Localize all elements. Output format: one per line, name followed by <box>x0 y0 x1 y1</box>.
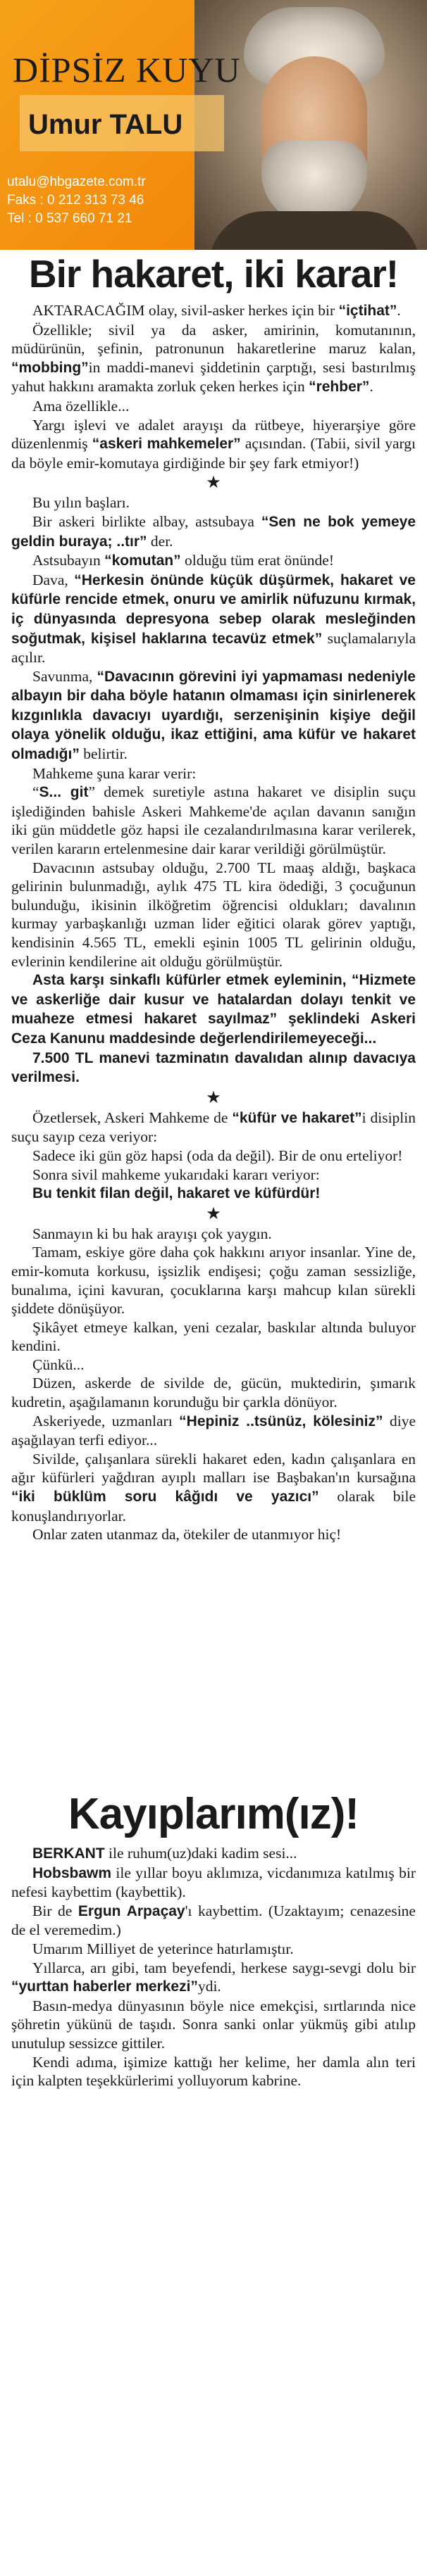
paragraph: Davacının astsubay olduğu, 2.700 TL maaş aldığı, başkaca gelirinin bulunmadığı, aylık 475 TL kira ödediği, 3 çocuğunun bulunduğu, ikisinin ilköğretim öğrencisi oldukları; davalının kurmay yarbaşkanlığı uzman lider eğitici olarak görev yaptığı, kendisinin 4.565 TL, emekli eşinin 1005 TL gelirinin olduğu, evlerinin kendilerine ait olduğu görülmüştür. <box>11 859 416 970</box>
paragraph: BERKANT ile ruhum(uz)daki kadim sesi... <box>32 1845 297 1862</box>
paragraph: Savunma, “Davacının görevini iyi yapmaması nedeniyle albayın bir daha böyle hatanın olmaması için sinirlenerek kızgınlıkla davacıyı uyardığı, serzenişinin kişiye değil olaya yönelik olduğu, ikaz ettiğini, ama küfür ve hakaret olmadığı” belirtir. <box>11 667 416 763</box>
author-name: Umur TALU <box>28 109 183 140</box>
star-separator: ★ <box>206 1204 221 1223</box>
paragraph: Onlar zaten utanmaz da, ötekiler de utanmıyor hiç! <box>32 1526 342 1543</box>
column-header <box>0 0 427 250</box>
paragraph: Tamam, eskiye göre daha çok hakkını arıyor insanlar. Yine de, emir-komuta korkusu, işsizlik endişesi; çoğu zaman sessizliğe, bunalıma, içini kavuran, çocuklarına karşı mahcup kılan sürekli şiddete dönüşüyor. <box>11 1244 416 1318</box>
paragraph: Astsubayın “komutan” olduğu tüm erat önünde! <box>32 552 334 569</box>
paragraph: Bir de Ergun Arpaçay'ı kaybettim. (Uzaktayım; cenazesine de el veremedim.) <box>11 1902 416 1939</box>
paragraph: Askeriyede, uzmanları “Hepiniz ..tsünüz, kölesiniz” diye aşağılayan terfi ediyor... <box>11 1412 416 1449</box>
paragraph: Çünkü... <box>32 1356 85 1373</box>
author-email[interactable]: utalu@hbgazete.com.tr <box>7 175 146 189</box>
author-phone: Tel : 0 537 660 71 21 <box>7 211 132 226</box>
paragraph: Sivilde, çalışanlara sürekli hakaret eden, kadın çalışanlara en ağır küfürleri yağdıran ayıplı malları ise Başbakan'ın kursağına “iki büklüm soru kâğıdı ve yazıcı” olarak bile konuşlandırıyorlar. <box>11 1450 416 1524</box>
second-article-body <box>11 1844 416 2090</box>
paragraph: Şikâyet etmeye kalkan, yeni cezalar, baskılar altında buluyor kendini. <box>11 1318 416 1355</box>
paragraph: Özetlersek, Askeri Mahkeme de “küfür ve hakaret”i disiplin suçu sayıp ceza veriyor: <box>11 1109 416 1146</box>
paragraph: AKTARACAĞIM olay, sivil-asker herkes için bir “içtihat”. <box>32 302 401 319</box>
paragraph: 7.500 TL manevi tazminatın davalıdan alınıp davacıya verilmesi. <box>11 1049 416 1086</box>
star-separator: ★ <box>206 474 221 493</box>
paragraph: Umarım Milliyet de yeterince hatırlamıştır. <box>32 1940 294 1957</box>
second-headline: Kayıplarım(ız)! <box>68 1790 359 1838</box>
paragraph: Bir askeri birlikte albay, astsubaya “Sen ne bok yemeye geldin buraya; ..tır” der. <box>11 512 416 550</box>
paragraph: Bu yılın başları. <box>32 494 130 512</box>
paragraph: Düzen, askerde de sivilde de, gücün, muktedirin, şımarık kudretin, aşağılamanın korunduğu bir çarkla dönüyor. <box>11 1375 416 1411</box>
author-fax: Faks : 0 212 313 73 46 <box>7 193 144 208</box>
column-name: DİPSİZ KUYU <box>13 50 241 89</box>
paragraph: Sonra sivil mahkeme yukarıdaki kararı veriyor: <box>32 1166 320 1183</box>
paragraph: Kendi adıma, işimize kattığı her kelime, her damla alın teri için kalpten teşekkürlerimi yolluyorum kabrine. <box>11 2053 416 2090</box>
star-separator: ★ <box>206 1088 221 1107</box>
paragraph: Mahkeme şuna karar verir: <box>32 764 197 782</box>
article-headline: Bir hakaret, iki karar! <box>28 252 399 296</box>
paragraph: Yargı işlevi ve adalet arayışı da rütbeye, hiyerarşiye göre düzenlenmiş “askeri mahkemeler” açısından. (Tabii, sivil yargı da böyle emir-komutaya girdiğinde bir şey fark etmiyor!) <box>11 416 416 472</box>
paragraph: “S... git” demek suretiyle astına hakaret ve disiplin suçu işlediğinden bahisle Askeri Mahkeme'de açılan davanın sanığın iki gün müddetle göz hapsi ile cezalandırılmasına karar verilerek, verilen kararın ertelenmesine dair karar verildiği görülmüştür. <box>11 783 416 858</box>
paragraph: Özellikle; sivil ya da asker, amirinin, komutanının, müdürünün, şefinin, patronunun hakaretlerine maruz kalan, “mobbing”in maddi-manevi şiddetinin çarptığı, sesi bastırılmış yahut hakkını aramakta zorluk çeken herkes için “rehber”. <box>11 321 416 396</box>
article-body <box>11 301 416 1544</box>
paragraph: Ama özellikle... <box>32 397 130 415</box>
paragraph: Yıllarca, arı gibi, tam beyefendi, herkese saygı-sevgi dolu bir “yurttan haberler merkezi”ydi. <box>11 1959 416 1995</box>
paragraph: Sadece iki gün göz hapsi (oda da değil). Bir de onu erteliyor! <box>32 1147 403 1164</box>
paragraph: Asta karşı sinkaflı küfürler etmek eyleminin, “Hizmete ve askerliğe dair kusur ve hatalardan dolayı tenkit ve muaheze etmesi hakaret sayılmaz” şeklindeki Askeri Ceza Kanunu maddesinde değerlendirilemeyeceği... <box>11 972 416 1047</box>
paragraph: Bu tenkit filan değil, hakaret ve küfürdür! <box>32 1185 321 1202</box>
paragraph: Basın-medya dünyasının böyle nice emekçisi, sırtlarında nice şöhretin yükünü de taşıdı. Sonra sanki onlar yükmüş gibi atılıp unutulup sessizce gittiler. <box>11 1997 416 2052</box>
paragraph: Sanmayın ki bu hak arayışı çok yaygın. <box>32 1225 272 1242</box>
paragraph: Hobsbawm ile yıllar boyu aklımıza, vicdanımıza katılmış bir nefesi kaybettim (kaybettik). <box>11 1864 416 1901</box>
paragraph: Dava, “Herkesin önünde küçük düşürmek, hakaret ve küfürle rencide etmek, onuru ve amirlik nüfuzunu kırmak, iç dünyasında depresyona sebep olarak mesleğinden soğutmak, kişisel haklarına tecavüz etmek” suçlamalarıyla açılır. <box>11 571 416 667</box>
